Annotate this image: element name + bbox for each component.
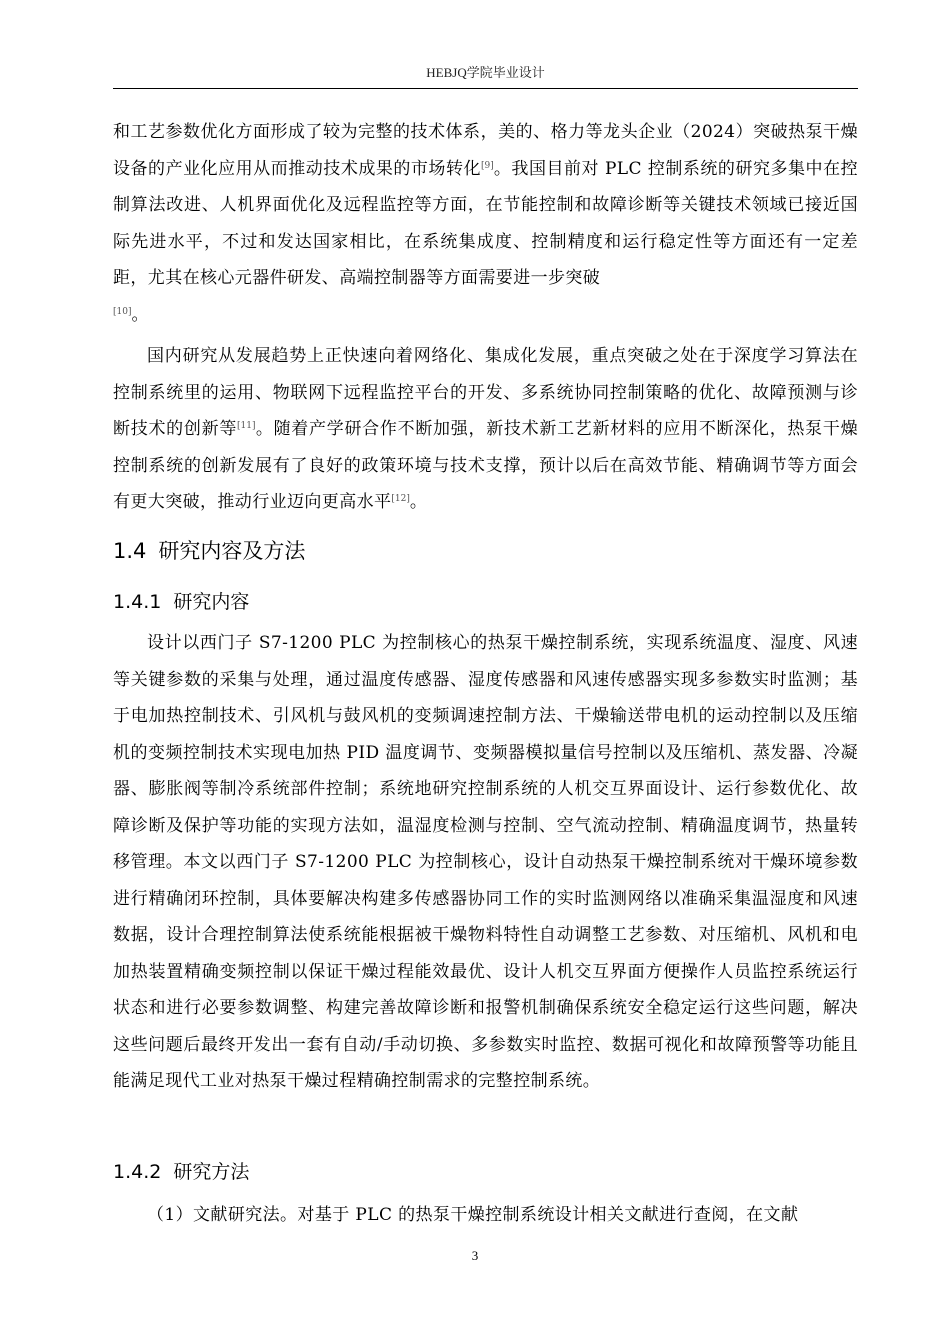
header-rule bbox=[113, 88, 858, 89]
paragraph-2-text-c: 。 bbox=[409, 492, 428, 512]
page-header: HEBJQ学院毕业设计 bbox=[426, 65, 545, 80]
section-heading-1-4-2 bbox=[113, 1157, 249, 1184]
paragraph-4: （1）文献研究法。对基于 PLC 的热泵干燥控制系统设计相关文献进行查阅，在文献 bbox=[147, 1205, 799, 1225]
subsection-number: 1.4.2 bbox=[113, 1161, 162, 1183]
section-title: 研究内容及方法 bbox=[158, 539, 306, 563]
subsection-title: 研究方法 bbox=[173, 1161, 250, 1183]
paragraph-3: 设计以西门子 S7-1200 PLC 为控制核心的热泵干燥控制系统，实现系统温度、湿度、风速等关键参数的采集与处理，通过温度传感器、湿度传感器和风速传感器实现多参数实时监测；基于电加热控制技术、引风机与鼓风机的变频调速控制方法、干燥输送带电机的运动控制以及压缩机的变频控制技术实现电加热 PID 温度调节、变频器模拟量信号控制以及压缩机、蒸发器、冷凝器、膨胀阀等制冷系统部件控制；系统地研究控制系统的人机交互界面设计、运行参数优化、故障诊断及保护等功能的实现方法如，温湿度检测与控制、空气流动控制、精确温度调节，热量转移管理。本文以西门子 S7-1200 PLC 为控制核心，设计自动热泵干燥控制系统对干燥环境参数进行精确闭环控制，具体要解决构建多传感器协同工作的实时监测网络以准确采集温湿度和风速数据，设计合理控制算法使系统能根据被干燥物料特性自动调整工艺参数、对压缩机、风机和电加热装置精确变频控制以保证干燥过程能效最优、设计人机交互界面方便操作人员监控系统运行状态和进行必要参数调整、构建完善故障诊断和报警机制确保系统安全稳定运行这些问题，解决这些问题后最终开发出一套有自动/手动切换、多参数实时监控、数据可视化和故障预警等功能且能满足现代工业对热泵干燥过程精确控制需求的完整控制系统。 bbox=[113, 633, 858, 1091]
subsection-number: 1.4.1 bbox=[113, 591, 162, 613]
section-heading-1-4-1 bbox=[113, 587, 249, 614]
section-heading-1-4 bbox=[113, 535, 305, 565]
citation-9: [9] bbox=[481, 160, 494, 171]
paragraph-1-text-a: 和工艺参数优化方面形成了较为完整的技术体系，美的、格力等龙头企业（2024）突破热泵干燥设备的产业化应用从而推动技术成果的市场转化 bbox=[113, 122, 858, 179]
citation-11: [11] bbox=[237, 421, 256, 431]
citation-12: [12] bbox=[391, 494, 410, 504]
paragraph-1-text-b: 。我国目前对 PLC 控制系统的研究多集中在控制算法改进、人机界面优化及远程监控等方面，在节能控制和故障诊断等关键技术领域已接近国际先进水平，不过和发达国家相比，在系统集成度、控制精度和运行稳定性等方面还有一定差距，尤其在核心元器件研发、高端控制器等方面需要进一步突破 bbox=[113, 158, 858, 288]
page-number: 3 bbox=[471, 1248, 479, 1263]
paragraph-2 bbox=[113, 338, 858, 521]
paragraph-2-text-a: 国内研究从发展趋势上正快速向着网络化、集成化发展，重点突破之处在于深度学习算法在控制系统里的运用、物联网下远程监控平台的开发、多系统协同控制策略的优化、故障预测与诊断技术的创新等 bbox=[113, 346, 858, 439]
paragraph-2-text-b: 。随着产学研合作不断加强，新技术新工艺新材料的应用不断深化，热泵干燥控制系统的创新发展有了良好的政策环境与技术支撑，预计以后在高效节能、精确调节等方面会有更大突破，推动行业迈向更高水平 bbox=[113, 419, 858, 512]
section-number: 1.4 bbox=[113, 539, 147, 563]
subsection-title: 研究内容 bbox=[173, 591, 250, 613]
paragraph-1 bbox=[113, 114, 858, 333]
citation-10: [10] bbox=[113, 306, 132, 317]
paragraph-1-text-c: 。 bbox=[131, 304, 149, 325]
